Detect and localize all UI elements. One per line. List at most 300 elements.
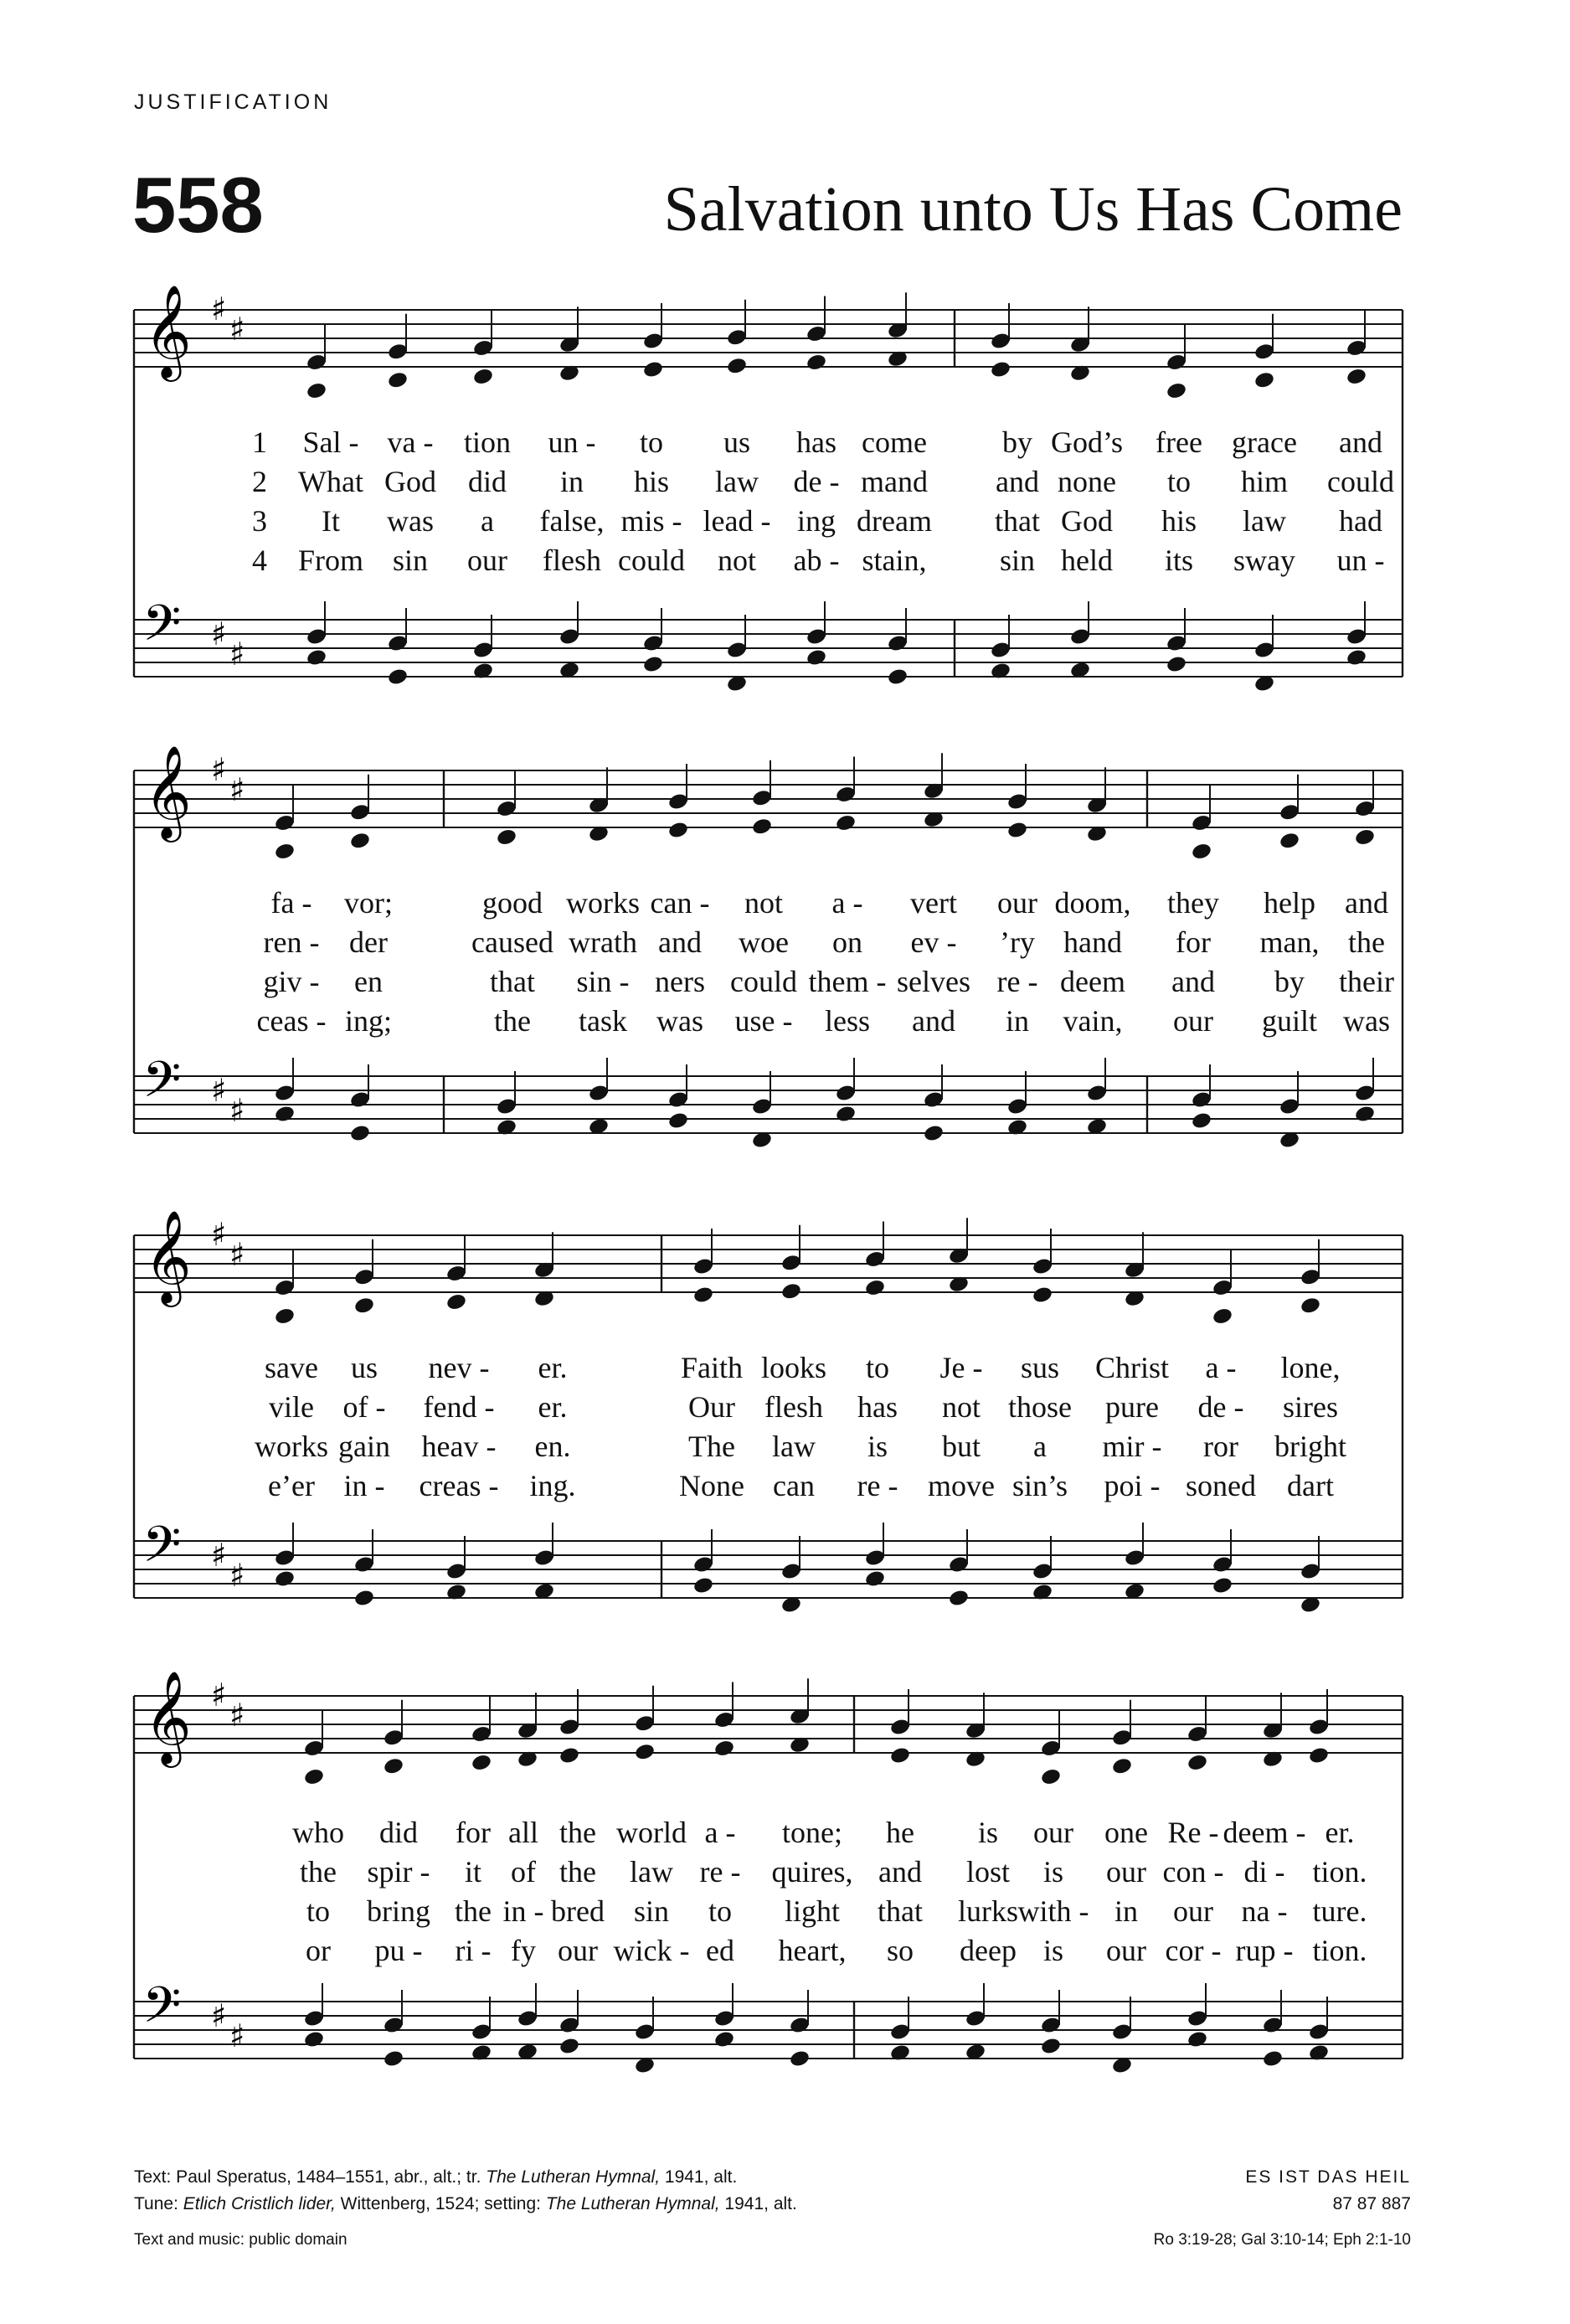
lyric-syllable: on (832, 925, 862, 959)
lyric-syllable: not (941, 1390, 981, 1424)
lyric-syllable: us (350, 1351, 378, 1384)
lyric-syllable: e’er (268, 1469, 315, 1502)
lyric-syllable: va - (387, 425, 434, 459)
note-head (780, 1281, 802, 1301)
lyric-syllable: looks (760, 1351, 827, 1384)
note-head (383, 2049, 404, 2069)
lyric-syllable: is (977, 1816, 999, 1849)
lyric-syllable: ’ry (1000, 925, 1035, 959)
lyric-syllable: a (481, 504, 494, 538)
lyric-syllable: vert (910, 886, 957, 920)
note-head (1212, 1576, 1233, 1595)
lyric-syllable: fend - (423, 1390, 495, 1424)
lyric-syllable: grace (1232, 425, 1297, 459)
lyric-syllable: it (464, 1855, 482, 1889)
lyric-syllable: sin (633, 1894, 670, 1928)
lyric-syllable: had (1339, 504, 1382, 538)
copyright-notice: Text and music: public domain (134, 2231, 347, 2249)
lyric-syllable: in (1005, 1004, 1030, 1038)
note-head (1308, 1746, 1330, 1765)
note-head (1040, 2037, 1062, 2056)
lyric-syllable: er. (538, 1351, 568, 1384)
verse-number: 3 (252, 504, 267, 538)
lyric-syllable: Je - (939, 1351, 983, 1384)
lyric-syllable: those (1008, 1390, 1072, 1424)
lyric-syllable: heav - (421, 1430, 497, 1463)
note-head (1212, 1306, 1233, 1326)
lyric-syllable: works (255, 1430, 328, 1463)
lyric-syllable: lost (965, 1855, 1011, 1889)
lyric-syllable: It (322, 504, 340, 538)
lyric-syllable: our (1106, 1855, 1146, 1889)
lyric-syllable: sires (1283, 1390, 1338, 1424)
lyric-syllable: our (997, 886, 1037, 920)
bass-clef-icon: 𝄢 (142, 594, 182, 664)
lyric-syllable: der (349, 925, 388, 959)
lyric-syllable: lone, (1280, 1351, 1341, 1384)
verse-number: 2 (252, 465, 267, 498)
lyric-syllable: could (618, 544, 685, 577)
lyric-syllable: mis - (620, 504, 682, 538)
lyric-syllable: a (1033, 1430, 1047, 1463)
lyric-syllable: flesh (543, 544, 601, 577)
note-head (274, 1105, 296, 1124)
note-head (1354, 827, 1376, 847)
lyric-syllable: in - (502, 1894, 544, 1928)
note-head (889, 1746, 911, 1765)
lyric-syllable: a - (831, 886, 863, 920)
lyric-syllable: could (1327, 465, 1394, 498)
sharp-icon: ♯ (229, 311, 245, 348)
lyric-syllable: bred (551, 1894, 605, 1928)
lyric-syllable: sin’s (1011, 1469, 1068, 1502)
lyric-syllable: for (456, 1816, 491, 1849)
lyric-syllable: come (862, 425, 927, 459)
lyric-syllable: is (1042, 1934, 1064, 1967)
lyric-syllable: deem - (1223, 1816, 1306, 1849)
lyric-syllable: ror (1203, 1430, 1238, 1463)
note-head (835, 1105, 857, 1124)
lyric-syllable: mand (861, 465, 928, 498)
lyric-syllable: a - (704, 1816, 736, 1849)
note-head (445, 1292, 467, 1311)
lyric-syllable: them - (808, 965, 887, 998)
note-head (349, 1124, 371, 1143)
lyric-syllable: our (558, 1934, 598, 1967)
lyric-syllable: in (1114, 1894, 1139, 1928)
lyric-syllable: ing. (529, 1469, 576, 1502)
note-head (1346, 367, 1367, 386)
lyric-syllable: his (633, 465, 670, 498)
lyric-syllable: bring (367, 1894, 430, 1928)
lyric-syllable: Faith (680, 1351, 744, 1384)
lyric-syllable: de - (1197, 1390, 1244, 1424)
lyric-syllable: the (1348, 925, 1385, 959)
lyric-syllable: for (1176, 925, 1211, 959)
lyric-syllable: law (630, 1855, 673, 1889)
verse-number: 1 (252, 425, 267, 459)
lyric-syllable: good (482, 886, 543, 920)
note-head (383, 1756, 404, 1775)
lyric-syllable: ing (796, 504, 836, 538)
bass-clef-icon: 𝄢 (142, 1050, 182, 1121)
lyric-syllable: all (508, 1816, 538, 1849)
lyric-syllable: not (744, 886, 784, 920)
lyric-syllable: our (1173, 1894, 1213, 1928)
note-head (471, 1753, 492, 1772)
lyric-syllable: light (784, 1894, 841, 1928)
lyric-syllable: law (772, 1430, 816, 1463)
lyric-syllable: ceas - (256, 1004, 327, 1038)
note-head (806, 648, 827, 667)
note-head (1191, 842, 1212, 861)
treble-clef-icon: 𝄞 (144, 745, 192, 838)
sharp-icon: ♯ (229, 2017, 245, 2054)
lyric-syllable: Sal - (302, 425, 359, 459)
note-head (387, 667, 409, 687)
lyric-syllable: not (717, 544, 757, 577)
lyric-syllable: the (559, 1855, 596, 1889)
note-head (990, 360, 1011, 379)
sharp-icon: ♯ (211, 1677, 227, 1713)
lyric-syllable: ev - (910, 925, 957, 959)
lyric-syllable: wick - (613, 1934, 690, 1967)
lyric-syllable: woe (739, 925, 789, 959)
note-head (923, 1124, 945, 1143)
lyric-syllable: quires, (771, 1855, 853, 1889)
note-head (353, 1296, 375, 1315)
note-head (496, 827, 517, 847)
lyric-syllable: less (825, 1004, 870, 1038)
lyric-syllable: he (886, 1816, 914, 1849)
lyric-syllable: tion (463, 425, 512, 459)
lyric-syllable: the (494, 1004, 531, 1038)
lyric-syllable: with - (1017, 1894, 1089, 1928)
lyric-syllable: man, (1259, 925, 1320, 959)
note-head (806, 353, 827, 372)
note-head (1191, 1111, 1212, 1131)
lyric-syllable: our (467, 544, 507, 577)
lyric-syllable: de - (793, 465, 840, 498)
lyric-syllable: tone; (782, 1816, 842, 1849)
scripture-references: Ro 3:19-28; Gal 3:10-14; Eph 2:1-10 (1153, 2231, 1411, 2249)
note-head (472, 367, 494, 386)
lyric-syllable: cor - (1165, 1934, 1222, 1967)
lyric-syllable: heart, (778, 1934, 847, 1967)
lyric-syllable: was (656, 1004, 703, 1038)
lyric-syllable: sway (1233, 544, 1295, 577)
lyric-syllable: giv - (263, 965, 320, 998)
lyric-syllable: him (1240, 465, 1289, 498)
lyric-syllable: soned (1186, 1469, 1256, 1502)
lyric-syllable: false, (539, 504, 605, 538)
lyric-syllable: na - (1241, 1894, 1288, 1928)
lyric-syllable: Our (688, 1390, 735, 1424)
lyric-syllable: ture. (1312, 1894, 1367, 1928)
lyric-syllable: the (300, 1855, 337, 1889)
lyric-syllable: and (912, 1004, 955, 1038)
note-head (667, 1111, 689, 1131)
lyric-syllable: selves (897, 965, 970, 998)
lyric-syllable: in (559, 465, 584, 498)
lyric-syllable: vile (269, 1390, 314, 1424)
lyric-syllable: by (1274, 965, 1305, 998)
treble-clef-icon: 𝄞 (144, 284, 192, 378)
lyric-syllable: vor; (344, 886, 393, 920)
lyric-syllable: the (559, 1816, 596, 1849)
lyric-syllable: and (1171, 965, 1215, 998)
lyric-syllable: gain (338, 1430, 390, 1463)
lyric-syllable: deem (1060, 965, 1125, 998)
lyric-syllable: save (265, 1351, 318, 1384)
lyric-syllable: to (865, 1351, 890, 1384)
lyric-syllable: did (467, 465, 507, 498)
sharp-icon: ♯ (229, 1557, 245, 1594)
lyric-syllable: move (928, 1469, 995, 1502)
lyric-syllable: spir - (367, 1855, 430, 1889)
lyric-syllable: sus (1020, 1351, 1060, 1384)
lyric-syllable: to (1166, 465, 1192, 498)
lyric-syllable: ing; (344, 1004, 393, 1038)
lyric-syllable: pu - (374, 1934, 423, 1967)
note-head (887, 667, 909, 687)
lyric-syllable: held (1061, 544, 1113, 577)
note-head (835, 813, 857, 832)
note-head (667, 821, 689, 840)
sharp-icon: ♯ (229, 1092, 245, 1129)
sharp-icon: ♯ (211, 291, 227, 327)
note-head (1279, 831, 1300, 850)
lyric-syllable: ren - (263, 925, 320, 959)
lyric-syllable: sin (999, 544, 1036, 577)
sharp-icon: ♯ (211, 616, 227, 652)
note-head (303, 1767, 325, 1786)
lyric-syllable: en. (534, 1430, 571, 1463)
treble-clef-icon: 𝄞 (144, 1670, 192, 1764)
note-head (1253, 370, 1275, 389)
lyric-syllable: us (723, 425, 751, 459)
lyric-syllable: rup - (1235, 1934, 1294, 1967)
meter: 87 87 887 (1332, 2194, 1411, 2213)
lyric-syllable: to (708, 1894, 733, 1928)
lyric-syllable: ners (655, 965, 705, 998)
lyric-syllable: none (1058, 465, 1116, 498)
lyric-syllable: is (867, 1430, 888, 1463)
lyric-syllable: was (1343, 1004, 1390, 1038)
lyric-syllable: task (579, 1004, 627, 1038)
lyric-syllable: one (1104, 1816, 1148, 1849)
note-head (864, 1278, 886, 1297)
lyric-syllable: God’s (1050, 425, 1124, 459)
note-head (1346, 648, 1367, 667)
lyric-syllable: or (306, 1934, 331, 1967)
note-head (1006, 821, 1028, 840)
lyric-syllable: law (715, 465, 759, 498)
text-credit: Text: Paul Speratus, 1484–1551, abr., alt.; tr. The Lutheran Hymnal, 1941, alt. (134, 2167, 738, 2187)
note-head (1262, 2049, 1284, 2069)
note-head (387, 370, 409, 389)
hymn-number: 558 (132, 161, 264, 249)
lyric-syllable: and (878, 1855, 922, 1889)
lyric-syllable: in - (343, 1469, 385, 1502)
lyric-syllable: can - (650, 886, 710, 920)
note-head (306, 381, 327, 400)
note-head (692, 1576, 714, 1595)
note-head (306, 648, 327, 667)
note-head (1354, 1105, 1376, 1124)
note-head (864, 1569, 886, 1589)
sharp-icon: ♯ (211, 1537, 227, 1574)
lyric-syllable: fa - (270, 886, 312, 920)
note-head (1032, 1286, 1053, 1305)
lyric-syllable: and (658, 925, 702, 959)
lyric-syllable: guilt (1261, 1004, 1318, 1038)
lyric-syllable: lurks (958, 1894, 1018, 1928)
lyric-syllable: has (796, 425, 836, 459)
tune-name: ES IST DAS HEIL (1245, 2167, 1411, 2187)
lyric-syllable: deep (960, 1934, 1017, 1967)
lyric-syllable: Re - (1167, 1816, 1219, 1849)
note-head (1187, 2030, 1208, 2049)
lyric-syllable: can (773, 1469, 815, 1502)
lyric-syllable: our (1033, 1816, 1073, 1849)
sharp-icon: ♯ (211, 1997, 227, 2034)
lyric-syllable: our (1173, 1004, 1213, 1038)
lyric-syllable: their (1339, 965, 1394, 998)
note-head (274, 1306, 296, 1326)
lyric-syllable: the (455, 1894, 492, 1928)
lyric-syllable: is (1042, 1855, 1064, 1889)
lyric-syllable: and (996, 465, 1039, 498)
lyric-syllable: ri - (455, 1934, 492, 1967)
note-head (559, 1746, 580, 1765)
lyric-syllable: has (857, 1390, 898, 1424)
note-head (559, 2037, 580, 2056)
lyric-syllable: tion. (1312, 1934, 1367, 1967)
note-head (948, 1589, 970, 1608)
lyric-syllable: God (384, 465, 436, 498)
lyric-syllable: world (616, 1816, 687, 1849)
note-head (634, 1742, 656, 1761)
lyric-syllable: bright (1274, 1430, 1346, 1463)
note-head (713, 2030, 735, 2049)
lyric-syllable: could (730, 965, 797, 998)
lyric-syllable: was (387, 504, 434, 538)
note-head (274, 1569, 296, 1589)
lyric-syllable: they (1167, 886, 1219, 920)
note-head (353, 1589, 375, 1608)
note-head (1111, 1756, 1133, 1775)
lyric-syllable: of (511, 1855, 536, 1889)
tune-credit: Tune: Etlich Cristlich lider, Wittenberg, 1524; setting: The Lutheran Hymnal, 1941, alt. (134, 2194, 797, 2213)
lyric-syllable: help (1264, 886, 1315, 920)
note-head (1166, 381, 1187, 400)
lyric-syllable: tion. (1312, 1855, 1367, 1889)
lyric-syllable: caused (471, 925, 553, 959)
lyric-syllable: dart (1287, 1469, 1334, 1502)
lyric-syllable: sin (392, 544, 429, 577)
lyric-syllable: a - (1205, 1351, 1237, 1384)
lyric-syllable: our (1106, 1934, 1146, 1967)
lyric-syllable: er. (1325, 1816, 1355, 1849)
lyric-syllable: who (292, 1816, 344, 1849)
note-head (1187, 1753, 1208, 1772)
lyric-syllable: From (297, 544, 364, 577)
lyric-syllable: its (1164, 544, 1194, 577)
bass-clef-icon: 𝄢 (142, 1515, 182, 1585)
note-head (349, 831, 371, 850)
treble-clef-icon: 𝄞 (144, 1209, 192, 1303)
lyric-syllable: un - (548, 425, 596, 459)
note-head (1040, 1767, 1062, 1786)
note-head (1166, 655, 1187, 674)
sharp-icon: ♯ (211, 751, 227, 788)
lyric-syllable: that (490, 965, 535, 998)
lyric-syllable: stain, (862, 544, 927, 577)
lyric-syllable: and (1345, 886, 1388, 920)
lyric-syllable: Christ (1094, 1351, 1170, 1384)
lyric-syllable: by (1002, 425, 1032, 459)
lyric-syllable: his (1161, 504, 1197, 538)
sharp-icon: ♯ (229, 771, 245, 808)
note-head (1300, 1296, 1321, 1315)
lyric-syllable: works (566, 886, 640, 920)
lyric-syllable: hand (1063, 925, 1122, 959)
lyric-syllable: sin - (576, 965, 630, 998)
sharp-icon: ♯ (229, 1697, 245, 1734)
sharp-icon: ♯ (211, 1072, 227, 1109)
lyric-syllable: dream (857, 504, 932, 538)
note-head (642, 360, 664, 379)
note-head (713, 1739, 735, 1758)
lyric-syllable: re - (857, 1469, 898, 1502)
lyric-syllable: nev - (428, 1351, 490, 1384)
lyric-syllable: did (378, 1816, 419, 1849)
note-head (692, 1286, 714, 1305)
lyric-syllable: di - (1243, 1855, 1285, 1889)
lyric-syllable: use - (734, 1004, 793, 1038)
lyric-syllable: The (688, 1430, 735, 1463)
lyric-syllable: un - (1336, 544, 1385, 577)
sharp-icon: ♯ (229, 1236, 245, 1273)
lyric-syllable: lead - (703, 504, 771, 538)
note-head (751, 817, 773, 836)
lyric-syllable: None (679, 1469, 744, 1502)
lyric-syllable: en (354, 965, 383, 998)
note-head (642, 655, 664, 674)
sharp-icon: ♯ (229, 636, 245, 672)
lyric-syllable: poi - (1104, 1469, 1161, 1502)
section-label: JUSTIFICATION (134, 90, 332, 114)
lyric-syllable: law (1243, 504, 1286, 538)
lyric-syllable: of - (342, 1390, 386, 1424)
note-head (274, 842, 296, 861)
lyric-syllable: con - (1162, 1855, 1224, 1889)
lyric-syllable: to (639, 425, 664, 459)
sharp-icon: ♯ (211, 1216, 227, 1253)
lyric-syllable: free (1156, 425, 1202, 459)
note-head (789, 2049, 811, 2069)
verse-number: 4 (252, 544, 267, 577)
note-head (726, 356, 748, 375)
lyric-syllable: creas - (419, 1469, 499, 1502)
lyric-syllable: that (995, 504, 1040, 538)
lyric-syllable: but (941, 1430, 981, 1463)
lyric-syllable: that (878, 1894, 923, 1928)
bass-clef-icon: 𝄢 (142, 1976, 182, 2046)
lyric-syllable: ed (706, 1934, 734, 1967)
note-head (303, 2030, 325, 2049)
